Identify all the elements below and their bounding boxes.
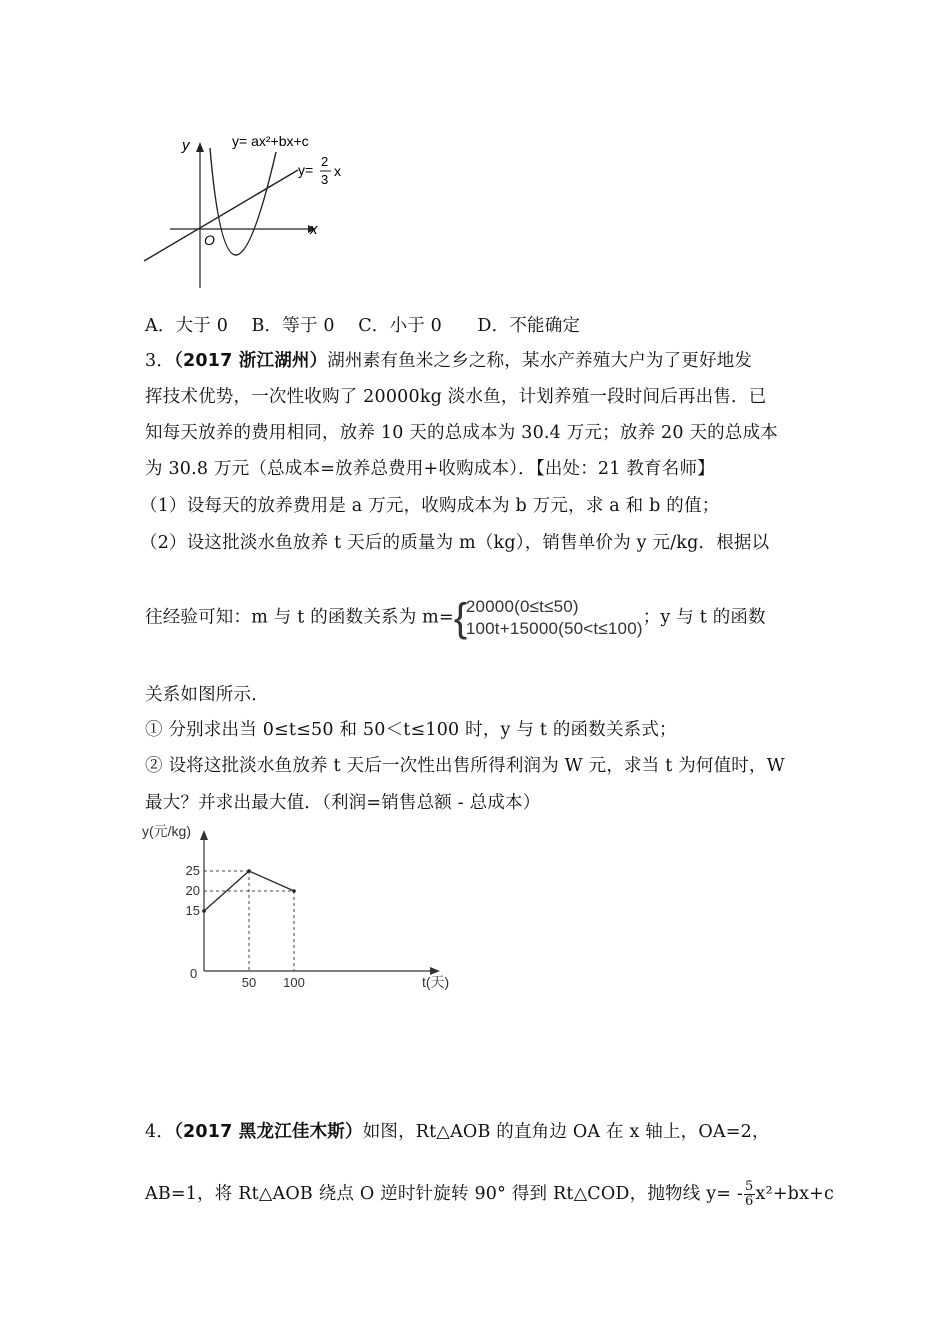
q4-line-2 (145, 1180, 834, 1209)
parabola-equation: y= ax²+bx+c (232, 133, 309, 149)
data-point-50 (247, 869, 251, 873)
fraction-denominator: 6 (745, 1194, 754, 1209)
line-equation-prefix: y= (298, 162, 314, 178)
x-tick-50: 50 (241, 975, 257, 990)
chart-origin-label: 0 (190, 966, 198, 981)
line-equation-var: x (334, 163, 341, 179)
chart-xlabel: t(天) (422, 974, 450, 990)
q4-number: 4． (145, 1122, 175, 1142)
data-point-100 (292, 889, 296, 893)
y-tick-15: 15 (185, 903, 200, 918)
q3-line-7-post: ；y 与 t 的函数 (642, 607, 766, 628)
x-tick-100: 100 (283, 975, 305, 990)
y-tick-25: 25 (185, 863, 200, 878)
q4-line-2-pre: AB=1，将 Rt△AOB 绕点 O 逆时针旋转 90° 得到 Rt△COD，抛物线 y= - (145, 1184, 744, 1204)
piece-2: 100t+15000(50<t≤100) (465, 619, 643, 638)
origin-label: O (204, 232, 215, 248)
q3-line-4: 为 30.8 万元（总成本=放养总费用+收购成本）．【出处：21 教育名师】 (145, 459, 715, 479)
line-graph (144, 170, 298, 261)
q3-piecewise-line (145, 596, 766, 640)
q3-line-1-text: 湖州素有鱼米之乡之称，某水产养殖大户为了更好地发 (327, 351, 753, 371)
piecewise-function (454, 596, 643, 640)
q4-line-2-post: x²+bx+c (755, 1184, 835, 1204)
q4-line-1-text: 如图，Rt△AOB 的直角边 OA 在 x 轴上，OA=2， (362, 1122, 770, 1142)
answer-options: A．大于 0 B．等于 0 C．小于 0 D．不能确定 (145, 316, 581, 336)
q3-line-8: 关系如图所示． (145, 685, 269, 705)
q3-line-1 (145, 347, 752, 372)
axis-y-label: y (182, 137, 190, 154)
parabola-line-figure (140, 130, 350, 295)
piece-1: 20000(0≤t≤50) (465, 597, 579, 616)
q3-part-1: （1）设每天的放养费用是 a 万元，收购成本为 b 万元，求 a 和 b 的值； (140, 496, 720, 516)
q3-source: （2017 浙江湖州） (174, 351, 328, 371)
line-equation-numerator: 2 (321, 154, 329, 169)
q3-line-11: 最大？并求出最大值．（利润=销售总额 - 总成本） (145, 793, 541, 813)
chart-y-axis-arrow (200, 830, 208, 840)
price-time-chart (140, 818, 470, 998)
q3-number: 3． (145, 351, 175, 371)
q3-line-3: 知每天放养的费用相同，放养 10 天的总成本为 30.4 万元；放养 20 天的总成本 (145, 423, 778, 443)
data-point-0 (202, 909, 206, 913)
line-equation-denominator: 3 (321, 172, 329, 187)
q3-line-7-pre: 往经验可知：m 与 t 的函数关系为 m= (145, 607, 454, 628)
q3-part-2: （2）设这批淡水鱼放养 t 天后的质量为 m（kg），销售单价为 y 元/kg．根据以 (140, 533, 770, 553)
fraction-5-6 (744, 1180, 754, 1209)
chart-ylabel: y(元/kg) (142, 823, 191, 839)
parabola-curve (210, 148, 276, 255)
axis-x-label: x (310, 221, 318, 238)
q3-sub-2: ② 设将这批淡水鱼放养 t 天后一次性出售所得利润为 W 元，求当 t 为何值时，W (145, 756, 785, 776)
fraction-numerator: 5 (745, 1179, 754, 1194)
y-tick-20: 20 (185, 883, 200, 898)
q4-source: （2017 黑龙江佳木斯） (174, 1122, 363, 1142)
q3-sub-1: ① 分别求出当 0≤t≤50 和 50＜t≤100 时，y 与 t 的函数关系式； (145, 720, 677, 740)
q4-line-1 (145, 1118, 770, 1143)
piecewise-brace: { (453, 596, 468, 640)
q3-line-2: 挥技术优势，一次性收购了 20000kg 淡水鱼，计划养殖一段时间后再出售．已 (145, 387, 767, 407)
y-axis-arrow (196, 142, 204, 152)
